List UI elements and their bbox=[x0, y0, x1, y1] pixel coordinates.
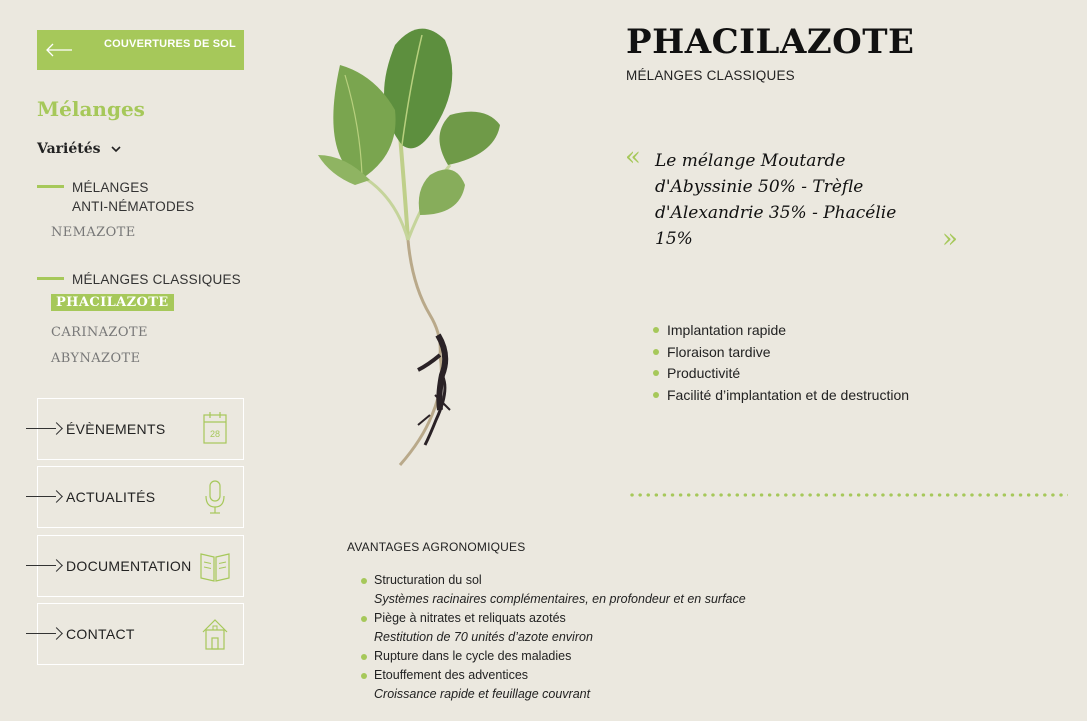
arrow-head bbox=[50, 490, 63, 503]
list-item: Productivité bbox=[653, 363, 909, 385]
list-item: Implantation rapide bbox=[653, 320, 909, 342]
nav-label: ACTUALITÉS bbox=[66, 489, 156, 505]
microphone-icon bbox=[201, 479, 229, 515]
category-label: MÉLANGES CLASSIQUES bbox=[72, 272, 241, 287]
nav-label: CONTACT bbox=[66, 626, 135, 642]
nav-label: ÉVÈNEMENTS bbox=[66, 421, 166, 437]
category-bar bbox=[37, 185, 64, 188]
book-icon bbox=[199, 548, 231, 584]
back-button[interactable] bbox=[37, 30, 244, 70]
arrow-head bbox=[50, 627, 63, 640]
list-item bbox=[361, 609, 746, 647]
advantage-label: Rupture dans le cycle des maladies bbox=[374, 649, 572, 663]
arrow-head bbox=[50, 559, 63, 572]
nav-evenements[interactable] bbox=[37, 398, 244, 460]
quote-open-mark: « bbox=[625, 142, 641, 172]
arrow-head bbox=[50, 422, 63, 435]
nav-documentation[interactable] bbox=[37, 535, 244, 597]
list-item bbox=[361, 647, 746, 666]
page-title: PHACILAZOTE bbox=[626, 22, 915, 62]
nav-contact[interactable] bbox=[37, 603, 244, 665]
advantage-detail: Restitution de 70 unités d’azote environ bbox=[374, 630, 593, 644]
sidebar-title: Mélanges bbox=[37, 97, 145, 121]
variety-link-nemazote[interactable]: NEMAZOTE bbox=[51, 225, 136, 240]
advantage-detail: Systèmes racinaires complémentaires, en profondeur et en surface bbox=[374, 592, 746, 606]
house-icon bbox=[201, 616, 229, 652]
advantage-label: Structuration du sol bbox=[374, 573, 482, 587]
category-label-line2: ANTI-NÉMATODES bbox=[72, 199, 195, 214]
list-item: Floraison tardive bbox=[653, 342, 909, 364]
advantages-list bbox=[361, 571, 746, 704]
advantage-label: Piège à nitrates et reliquats azotés bbox=[374, 611, 566, 625]
back-button-label: COUVERTURES DE SOL bbox=[104, 38, 236, 50]
calendar-day: 28 bbox=[209, 429, 221, 439]
nav-label: DOCUMENTATION bbox=[66, 558, 192, 574]
calendar-icon bbox=[201, 411, 229, 447]
arrow-left-icon bbox=[45, 40, 73, 60]
advantage-detail: Croissance rapide et feuillage couvrant bbox=[374, 687, 591, 701]
chevron-down-icon bbox=[111, 144, 121, 154]
dotted-divider bbox=[628, 493, 1068, 497]
variety-link-abynazote[interactable]: ABYNAZOTE bbox=[51, 351, 141, 366]
variety-link-carinazote[interactable]: CARINAZOTE bbox=[51, 325, 148, 340]
variety-link-phacilazote[interactable]: PHACILAZOTE bbox=[51, 294, 174, 311]
varietes-label: Variétés bbox=[37, 141, 101, 157]
advantages-title: AVANTAGES AGRONOMIQUES bbox=[347, 540, 526, 554]
list-item bbox=[361, 666, 746, 704]
nav-actualites[interactable] bbox=[37, 466, 244, 528]
varietes-dropdown[interactable] bbox=[37, 141, 121, 157]
features-list bbox=[653, 320, 909, 406]
category-label-line1: MÉLANGES bbox=[72, 180, 149, 195]
list-item bbox=[361, 571, 746, 609]
page-subtitle: MÉLANGES CLASSIQUES bbox=[626, 68, 795, 83]
advantage-label: Etouffement des adventices bbox=[374, 668, 529, 682]
quote-close-mark: » bbox=[942, 224, 958, 254]
plant-seedling-icon bbox=[300, 15, 540, 475]
category-bar bbox=[37, 277, 64, 280]
list-item: Facilité d’implantation et de destruction bbox=[653, 385, 909, 407]
product-quote: Le mélange Moutarde d'Abyssinie 50% - Trèfle d'Alexandrie 35% - Phacélie 15% bbox=[655, 151, 897, 249]
